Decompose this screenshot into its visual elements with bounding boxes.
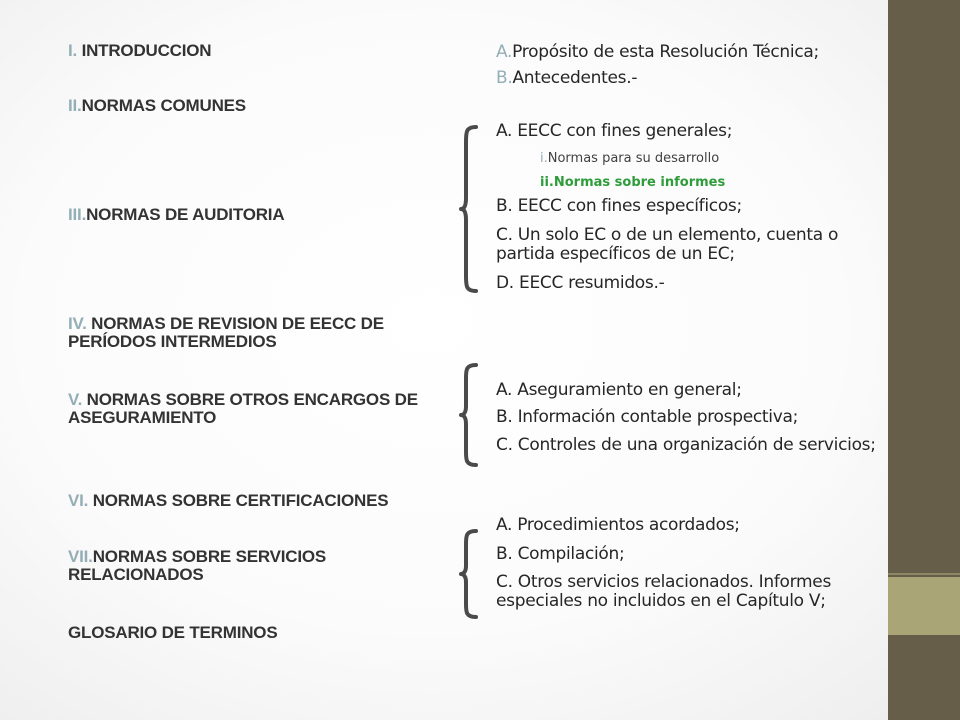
aseguramiento-item-c: C. Controles de una organización de servicios;: [496, 435, 876, 455]
heading-glosario: [68, 624, 460, 642]
heading-normas-revision: [68, 315, 460, 351]
auditoria-item-d: D. EECC resumidos.-: [496, 273, 665, 293]
auditoria-item-a: A. EECC con fines generales;: [496, 121, 733, 141]
heading-number: I.: [68, 41, 78, 60]
heading-number: III.: [68, 205, 87, 224]
item-letter: B.: [496, 68, 513, 88]
heading-normas-comunes: [68, 97, 460, 115]
subitem-text: Normas para su desarrollo: [547, 151, 720, 166]
heading-number: II.: [68, 96, 82, 115]
heading-label: NORMAS SOBRE SERVICIOS RELACIONADOS: [68, 547, 327, 584]
relacionados-item-c: C. Otros servicios relacionados. Informes especiales no incluidos en el Capítulo V;: [496, 572, 831, 611]
brace-relacionados: [462, 530, 482, 618]
auditoria-item-b: B. EECC con fines específicos;: [496, 196, 742, 216]
auditoria-subitem-ii: [540, 175, 725, 191]
heading-number: V.: [68, 390, 83, 409]
brace-aseguramiento: [462, 364, 482, 466]
intro-item-a: [496, 43, 819, 62]
heading-number: IV.: [68, 314, 87, 333]
item-letter: A.: [496, 42, 513, 62]
heading-label: NORMAS DE REVISION DE EECC DE PERÍODOS INTERMEDIOS: [68, 314, 384, 351]
intro-item-b: [496, 69, 637, 88]
heading-normas-auditoria: [68, 206, 460, 224]
heading-label: NORMAS COMUNES: [81, 96, 246, 115]
aseguramiento-item-b: B. Información contable prospectiva;: [496, 407, 798, 427]
heading-normas-aseguramiento: [68, 391, 460, 427]
heading-label: INTRODUCCION: [77, 41, 212, 60]
auditoria-item-c: C. Un solo EC o de un elemento, cuenta o partida específicos de un EC;: [496, 225, 839, 264]
subitem-text: Normas sobre informes: [553, 175, 726, 190]
heading-introduccion: [68, 42, 460, 60]
item-text: Propósito de esta Resolución Técnica;: [512, 42, 819, 62]
heading-label: NORMAS DE AUDITORIA: [86, 205, 285, 224]
aseguramiento-item-a: A. Aseguramiento en general;: [496, 380, 742, 400]
relacionados-item-a: A. Procedimientos acordados;: [496, 515, 740, 535]
heading-number: VI.: [68, 491, 89, 510]
item-text: Antecedentes.-: [512, 68, 638, 88]
heading-label: GLOSARIO DE TERMINOS: [68, 623, 278, 642]
brace-auditoria: [462, 126, 482, 292]
heading-normas-servicios: [68, 548, 460, 584]
heading-normas-certificaciones: [68, 492, 460, 510]
side-accent-block: [888, 577, 960, 635]
relacionados-item-b: B. Compilación;: [496, 544, 625, 564]
side-accent-divider: [888, 573, 960, 575]
auditoria-subitem-i: [540, 151, 719, 167]
heading-label: NORMAS SOBRE OTROS ENCARGOS DE ASEGURAMIENTO: [68, 390, 418, 427]
subitem-number: i.: [540, 151, 548, 166]
subitem-number: ii.: [540, 175, 554, 190]
heading-number: VII.: [68, 547, 93, 566]
heading-label: NORMAS SOBRE CERTIFICACIONES: [88, 491, 389, 510]
